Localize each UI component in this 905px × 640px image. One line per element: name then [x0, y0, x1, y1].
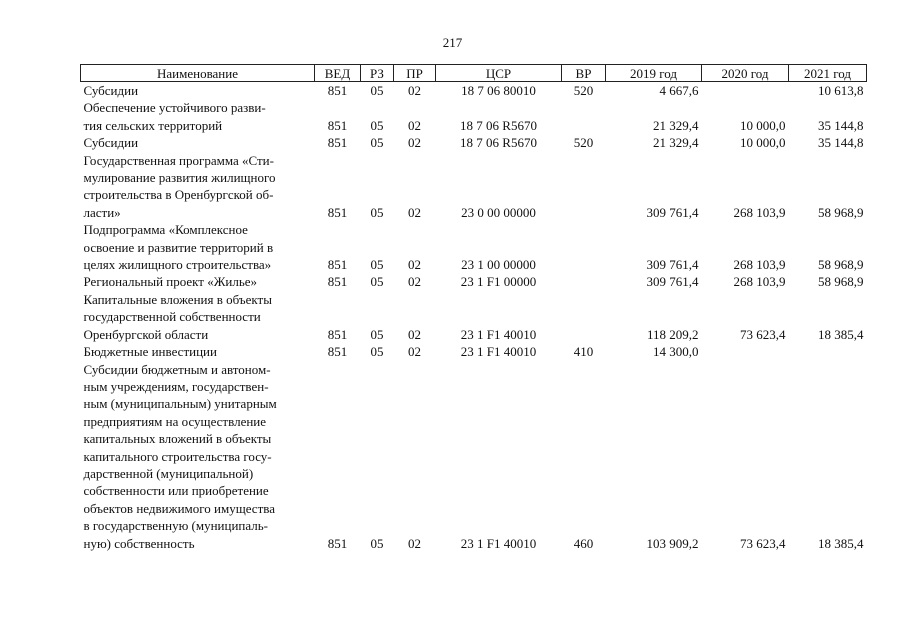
- cell-vr: 410: [573, 344, 594, 360]
- name-line: Субсидии: [83, 83, 139, 98]
- budget-table: [80, 64, 867, 552]
- cell-2019: 103 909,2: [646, 535, 699, 551]
- cell-2021: 35 144,8: [818, 135, 864, 151]
- name-line: строительства в Оренбургской об-: [83, 187, 274, 203]
- header-ved: ВЕД: [315, 65, 361, 82]
- cell-ved: 851: [327, 204, 348, 220]
- table-row: [81, 273, 867, 290]
- cell-ved: 851: [327, 83, 348, 98]
- header-rz: РЗ: [361, 65, 394, 82]
- cell-rz: 05: [370, 535, 384, 551]
- cell-vr: 520: [573, 135, 594, 151]
- cell-pr: 02: [408, 135, 421, 151]
- cell-ved: 851: [327, 274, 348, 290]
- name-line: объектов недвижимого имущества: [83, 500, 275, 516]
- cell-csr: 23 1 F1 40010: [460, 535, 537, 551]
- cell-vr: [562, 152, 606, 222]
- cell-2020: 268 103,9: [733, 204, 786, 220]
- cell-csr: 23 0 00 00000: [461, 204, 536, 220]
- header-pr: ПР: [394, 65, 436, 82]
- cell-2020: [702, 343, 789, 360]
- cell-2021: 58 968,9: [818, 274, 864, 290]
- table-row: [81, 99, 867, 134]
- header-csr: ЦСР: [436, 65, 562, 82]
- cell-ved: 851: [327, 257, 348, 273]
- cell-2019: 21 329,4: [653, 117, 699, 133]
- header-vr: ВР: [562, 65, 606, 82]
- cell-pr: 02: [408, 117, 421, 133]
- name-line: ным учреждениям, государствен-: [83, 378, 269, 394]
- cell-pr: 02: [408, 83, 421, 98]
- table-row: [81, 343, 867, 360]
- cell-2019: 21 329,4: [653, 135, 699, 151]
- cell-2020: 268 103,9: [733, 257, 786, 273]
- cell-ved: 851: [327, 344, 348, 360]
- cell-2021: 58 968,9: [818, 204, 864, 220]
- cell-name: [81, 361, 315, 552]
- name-line: Капитальные вложения в объекты: [83, 291, 272, 307]
- cell-2021: 10 613,8: [818, 83, 864, 98]
- name-line: Оренбургской области: [83, 326, 209, 342]
- cell-pr: 02: [408, 257, 421, 273]
- name-line: Субсидии: [83, 135, 139, 151]
- cell-name: [81, 82, 315, 100]
- cell-2019: 309 761,4: [646, 274, 699, 290]
- name-line: Субсидии бюджетным и автоном-: [83, 361, 271, 377]
- header-2021: 2021 год: [789, 65, 867, 82]
- cell-pr: 02: [408, 204, 421, 220]
- cell-rz: 05: [370, 344, 384, 360]
- name-line: в государственную (муниципаль-: [83, 518, 269, 534]
- cell-name: [81, 99, 315, 134]
- name-line: тия сельских территорий: [83, 117, 223, 133]
- cell-rz: 05: [370, 135, 384, 151]
- cell-2021: 18 385,4: [818, 535, 864, 551]
- cell-vr: [562, 221, 606, 273]
- name-line: капитального строительства госу-: [83, 448, 272, 464]
- cell-csr: 23 1 F1 00000: [460, 274, 537, 290]
- cell-csr: 18 7 06 R5670: [460, 135, 537, 151]
- cell-2019: 14 300,0: [653, 344, 699, 360]
- header-name: Наименование: [81, 65, 315, 82]
- cell-name: [81, 291, 315, 343]
- name-line: ным (муниципальным) унитарным: [83, 396, 277, 412]
- cell-csr: 18 7 06 80010: [461, 83, 536, 98]
- table-header-row: [81, 65, 867, 82]
- cell-2021: 58 968,9: [818, 257, 864, 273]
- cell-rz: 05: [370, 117, 384, 133]
- name-line: Обеспечение устойчивого разви-: [83, 100, 266, 116]
- header-2019: 2019 год: [606, 65, 702, 82]
- table-row: [81, 82, 867, 100]
- cell-ved: 851: [327, 535, 348, 551]
- cell-vr: 460: [573, 535, 594, 551]
- table-body: [81, 82, 867, 552]
- cell-2020: 73 623,4: [740, 535, 786, 551]
- cell-vr: [562, 99, 606, 134]
- table-row: [81, 134, 867, 151]
- cell-vr: [562, 291, 606, 343]
- table-row: [81, 221, 867, 273]
- cell-pr: 02: [408, 535, 421, 551]
- cell-rz: 05: [370, 326, 384, 342]
- cell-2021: [789, 343, 867, 360]
- cell-name: [81, 273, 315, 290]
- cell-name: [81, 221, 315, 273]
- cell-2021: 18 385,4: [818, 326, 864, 342]
- cell-name: [81, 134, 315, 151]
- cell-2021: 35 144,8: [818, 117, 864, 133]
- cell-name: [81, 152, 315, 222]
- cell-pr: 02: [408, 274, 421, 290]
- table-row: [81, 361, 867, 552]
- table-row: [81, 291, 867, 343]
- cell-rz: 05: [370, 83, 384, 98]
- cell-2020: 73 623,4: [740, 326, 786, 342]
- header-2020: 2020 год: [702, 65, 789, 82]
- cell-2019: 4 667,6: [659, 83, 699, 98]
- cell-vr: [562, 273, 606, 290]
- cell-2020: 10 000,0: [740, 135, 786, 151]
- cell-2019: 118 209,2: [646, 326, 699, 342]
- name-line: Региональный проект «Жилье»: [83, 274, 258, 290]
- name-line: дарственной (муниципальной): [83, 465, 254, 481]
- cell-name: [81, 343, 315, 360]
- cell-rz: 05: [370, 204, 384, 220]
- table-row: [81, 152, 867, 222]
- cell-ved: 851: [327, 117, 348, 133]
- cell-2020: [702, 82, 789, 100]
- name-line: ную) собственность: [83, 535, 195, 551]
- cell-vr: 520: [573, 83, 594, 98]
- name-line: Подпрограмма «Комплексное: [83, 222, 248, 238]
- cell-ved: 851: [327, 135, 348, 151]
- name-line: ласти»: [83, 204, 121, 220]
- cell-csr: 23 1 00 00000: [461, 257, 536, 273]
- name-line: мулирование развития жилищного: [83, 170, 276, 186]
- cell-2019: 309 761,4: [646, 257, 699, 273]
- cell-pr: 02: [408, 326, 421, 342]
- cell-csr: 23 1 F1 40010: [460, 344, 537, 360]
- cell-ved: 851: [327, 326, 348, 342]
- cell-rz: 05: [370, 274, 384, 290]
- name-line: освоение и развитие территорий в: [83, 239, 274, 255]
- name-line: предприятиям на осуществление: [83, 413, 267, 429]
- cell-2020: 268 103,9: [733, 274, 786, 290]
- name-line: государственной собственности: [83, 309, 261, 325]
- page-number: 217: [442, 35, 463, 50]
- name-line: капитальных вложений в объекты: [83, 431, 272, 447]
- name-line: целях жилищного строительства»: [83, 257, 272, 273]
- cell-rz: 05: [370, 257, 384, 273]
- name-line: Бюджетные инвестиции: [83, 344, 217, 360]
- name-line: Государственная программа «Сти-: [83, 152, 274, 168]
- cell-pr: 02: [408, 344, 421, 360]
- cell-csr: 23 1 F1 40010: [460, 326, 537, 342]
- cell-2019: 309 761,4: [646, 204, 699, 220]
- name-line: собственности или приобретение: [83, 483, 269, 499]
- cell-2020: 10 000,0: [740, 117, 786, 133]
- cell-csr: 18 7 06 R5670: [460, 117, 537, 133]
